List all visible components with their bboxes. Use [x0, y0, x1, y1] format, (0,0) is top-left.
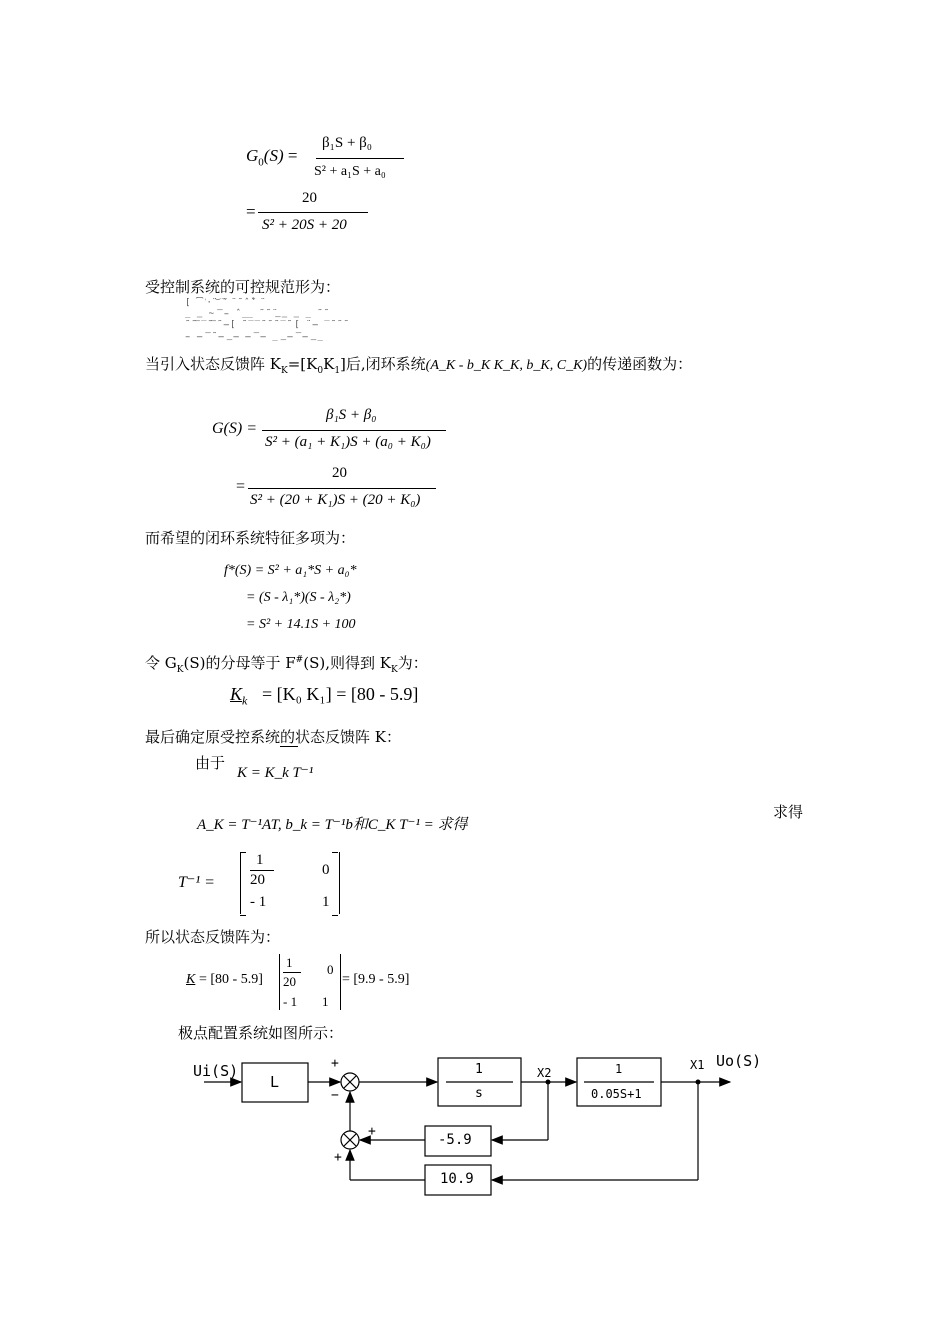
node-x2 — [546, 1080, 551, 1085]
eq2-equals: = — [236, 478, 246, 495]
text-so-feedback: 所以状态反馈阵为： — [145, 928, 281, 946]
eq7-r2c1: - 1 — [250, 894, 267, 910]
text-pole-placement: 极点配置系统如图所示： — [178, 1024, 344, 1042]
eq8-m12: 0 — [327, 962, 334, 977]
eq8-m21: - 1 — [283, 994, 298, 1009]
eq4-lhs: $K_k$ — [230, 684, 248, 708]
eq2-lhs: G(S) = — [212, 420, 258, 437]
eq8-lhs: K — [186, 972, 196, 987]
eq7-r1c2: 0 — [322, 862, 330, 878]
text-obtain-right: 求得 — [773, 803, 804, 821]
eq2-numerator: β₁S + β₀ — [326, 407, 377, 423]
label-output: Uo(S) — [716, 1052, 762, 1070]
eq6: A_K = T⁻¹AT, b_k = T⁻¹b和C_K T⁻¹ = 求得 — [197, 817, 468, 833]
label-plus-bottom: + — [334, 1150, 342, 1165]
eq8-m11-num: 1 — [286, 955, 293, 970]
node-x1 — [696, 1080, 701, 1085]
text-desired-polynomial: 而希望的闭环系统特征多项为： — [145, 529, 356, 547]
eq4-rhs: = [K₀ K₁] = [80 - 5.9] — [262, 684, 419, 704]
label-lag-den: 0.05S+1 — [591, 1087, 642, 1101]
eq3-line-3: = S² + 14.1S + 100 — [246, 617, 356, 632]
text-controllable-form: 受控制系统的可控规范形为： — [145, 278, 341, 296]
label-plus-top: + — [331, 1056, 339, 1071]
eq8-row-vector: = [80 - 5.9] — [199, 972, 263, 987]
eq1-lhs: $G_0(S)$ = — [246, 146, 298, 169]
eq1-denominator-2: S² + 20S + 20 — [262, 217, 347, 233]
eq7-r1c1-num: 1 — [256, 852, 264, 868]
garbled-formula-line-1: [ ͡ ͗·̈ ͝ ̅ ͂ ̈ ̃ ̂ ̀ ͋ ̈ — [185, 298, 262, 308]
label-x1: X1 — [690, 1058, 705, 1072]
label-input: Ui(S) — [193, 1062, 239, 1080]
eq2-denominator-2: S² + (20 + K₁)S + (20 + K₀) — [250, 492, 421, 508]
label-plus-right: + — [368, 1124, 376, 1139]
eq3-line-1: f*(S) = S² + a₁*S + a₀* — [224, 563, 357, 578]
label-gain-x2: -5.9 — [438, 1132, 472, 1148]
eq7-r1c1-den: 20 — [250, 872, 265, 888]
eq5: K = K_k T⁻¹ — [237, 765, 314, 781]
eq3-line-2: = (S - λ₁*)(S - λ₂*) — [246, 590, 351, 605]
label-x2: X2 — [537, 1066, 552, 1080]
eq1-equals: = — [246, 202, 256, 221]
text-because: 由于 — [195, 754, 226, 772]
eq1-numerator: β₁S + β₀ — [322, 135, 373, 151]
label-minus: − — [331, 1088, 339, 1103]
garbled-formula-line-2: ̲ ̳ ̴ ͞ ̵ ̂ ̲̲ ̃ ̃ ̈ ͟ ̳ ̳ ̲ ̃ ̃ — [185, 309, 325, 319]
text-let-denominator: 令 $G_K(S)$的分母等于 F#(S),则得到 $K_K$为： — [145, 654, 428, 675]
eq1-denominator: S² + a₁S + a₀ — [314, 164, 386, 179]
eq8-result: = [9.9 - 5.9] — [342, 972, 410, 987]
eq2-numerator-2: 20 — [332, 465, 347, 481]
label-integrator-num: 1 — [475, 1062, 483, 1077]
garbled-formula-line-4: ̵ ̶ ͞ ̃ ̶ ͟ ̶ ̶ ͞ ̶ ̲ ͟ ̶ ͞ ̶ ͟ ̲ — [185, 332, 324, 342]
eq8-m22: 1 — [322, 994, 329, 1009]
text-feedback-intro: 当引入状态反馈阵 $K_K=[K_0K_1]$后,闭环系统(A_K - b_K K_K, b_K, C_K)的传递函数为： — [145, 355, 693, 376]
eq8-m11-den: 20 — [283, 974, 296, 989]
label-block-l: L — [270, 1073, 280, 1091]
garbled-formula-line-3: ̃ ̃ ͞ ̅ ̃ ͞ ̃ ̶[ ̃ ̅ ̅ ̃ ̃ ̃ ̅ ̃ [ ̈ ̶ ̅ ̃ ̃ ̃ — [185, 320, 345, 330]
label-integrator-den: s — [475, 1086, 483, 1101]
text-final-determine: 最后确定原受控系统的状态反馈阵 K： — [145, 728, 401, 746]
eq2-denominator: S² + (a₁ + K₁)S + (a₀ + K₀) — [265, 434, 431, 450]
eq7-r2c2: 1 — [322, 894, 330, 910]
eq7-lhs: T⁻¹ = — [178, 874, 215, 891]
eq1-numerator-2: 20 — [302, 190, 317, 206]
label-gain-x1: 10.9 — [440, 1171, 474, 1187]
label-lag-num: 1 — [615, 1062, 623, 1076]
